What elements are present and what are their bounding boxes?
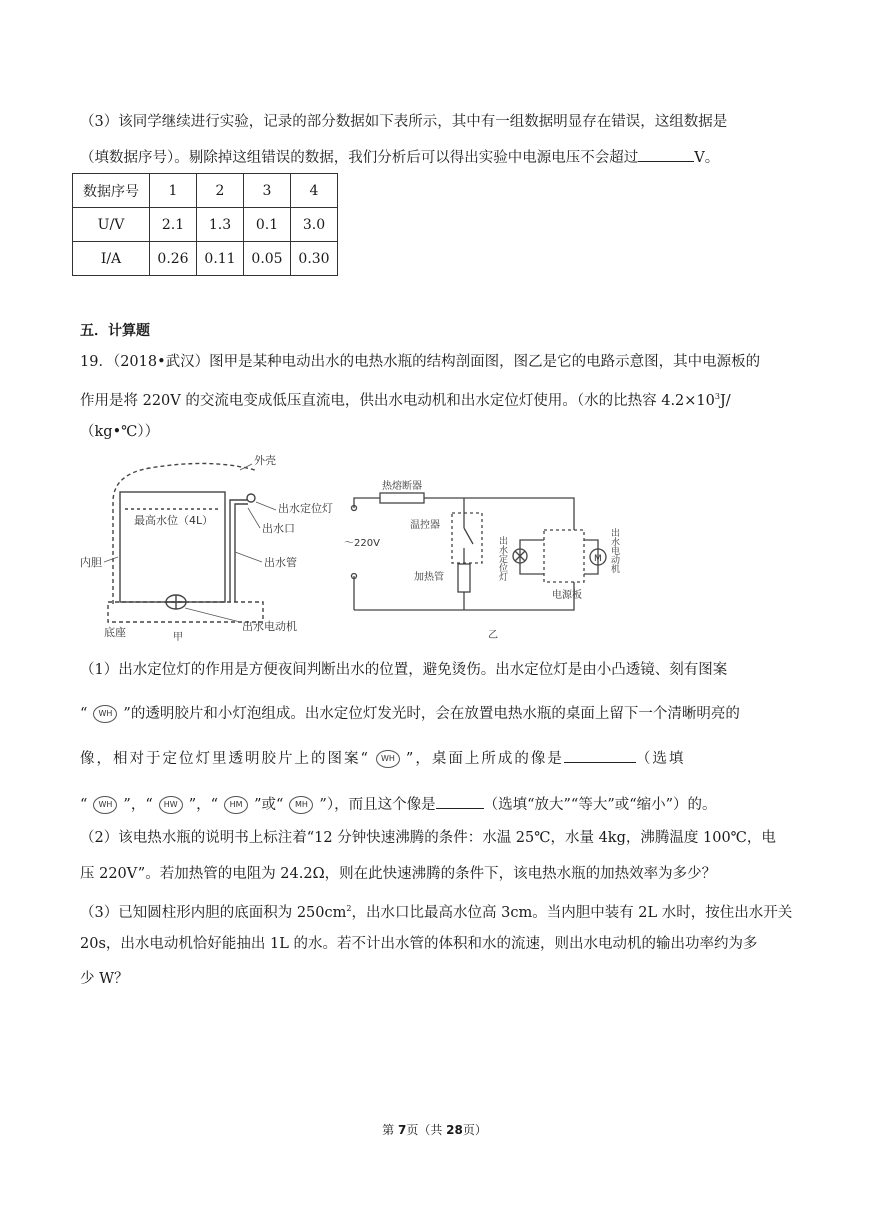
table-cell: 0.1 bbox=[244, 208, 291, 242]
table-row bbox=[73, 174, 338, 208]
table-cell: 1.3 bbox=[197, 208, 244, 242]
q19-p1-line-3 bbox=[80, 748, 795, 769]
caption-jia: 甲 bbox=[173, 632, 183, 642]
label-thermostat: 温控器 bbox=[410, 520, 440, 531]
label-board: 电源板 bbox=[552, 590, 582, 601]
label-heater: 加热管 bbox=[414, 572, 444, 583]
pattern-badge-wh: WH bbox=[93, 705, 117, 723]
thermostat-switch bbox=[464, 528, 473, 544]
table-cell: 1 bbox=[150, 174, 197, 208]
page-footer bbox=[0, 1121, 869, 1138]
q19-p1-line-4-text: ”），而且这个像是 bbox=[319, 797, 436, 813]
q19-p1-line-2-text: ”的透明胶片和小灯泡组成。出水定位灯发光时，会在放置电热水瓶的桌面上留下一个清晰明亮的 bbox=[123, 706, 740, 722]
label-liner: 内胆 bbox=[80, 556, 102, 569]
table-cell: 0.26 bbox=[150, 242, 197, 276]
wire-top-left bbox=[354, 498, 380, 508]
fuse-element bbox=[380, 493, 424, 503]
q19-p1-line-3-end: （选填 bbox=[635, 751, 686, 767]
quote-or: ”或“ bbox=[254, 797, 284, 813]
total-page-number: 28 bbox=[446, 1123, 463, 1137]
q18-line-1 bbox=[80, 112, 795, 132]
kettle-cross-section-figure bbox=[80, 452, 350, 642]
q19-p1-line-3-mid: ”，桌面上所成的像是 bbox=[405, 751, 564, 767]
q19-stem-2-text: 作用是将 220V 的交流电变成低压直流电，供出水电动机和出水定位灯使用。（水的比热容 4.2×10 bbox=[80, 392, 715, 409]
table-cell: U/V bbox=[73, 208, 150, 242]
lamp-shape bbox=[247, 494, 255, 502]
answer-blank-image-pattern[interactable] bbox=[564, 748, 636, 763]
label-motor: 出水电动机 bbox=[242, 620, 297, 633]
q19-p3-line-2: 20s，出水电动机恰好能抽出 1L 的水。若不计出水管的体积和水的流速，则出水电动机的输出功率约为多 bbox=[80, 936, 758, 952]
section-title: 五．计算题 bbox=[80, 323, 150, 339]
caption-yi: 乙 bbox=[488, 630, 498, 641]
q19-p2-line-1: （2）该电热水瓶的说明书上标注着“12 分钟快速沸腾的条件：水温 25℃，水量 4kg，沸腾温度 100℃，电 bbox=[80, 830, 776, 846]
quote-open: “ bbox=[80, 797, 88, 813]
q19-p3-line-1 bbox=[80, 899, 795, 923]
q19-p1-line-2 bbox=[80, 704, 795, 724]
quote-sep: ”，“ bbox=[188, 797, 219, 813]
superscript: 2 bbox=[346, 904, 352, 913]
superscript: 3 bbox=[714, 392, 720, 401]
table-cell: 2 bbox=[197, 174, 244, 208]
option-badge-wh: WH bbox=[93, 796, 117, 814]
label-lamp-vertical: 出水定位灯 bbox=[497, 536, 507, 581]
q19-p1-line-4 bbox=[80, 794, 795, 815]
q18-text-2-unit: V。 bbox=[694, 150, 720, 166]
outlet-pipe bbox=[230, 500, 248, 602]
q19-p1-line-1: （1）出水定位灯的作用是方便夜间判断出水的位置，避免烫伤。出水定位灯是由小凸透镜、刻有图案 bbox=[80, 662, 728, 678]
q19-p1-line-3-text: 像，相对于定位灯里透明胶片上的图案“ bbox=[80, 751, 370, 767]
q18-text-2: （填数据序号）。剔除掉这组错误的数据，我们分析后可以得出实验中电源电压不会超过 bbox=[80, 150, 639, 166]
motor-symbol-letter: M bbox=[594, 554, 602, 564]
label-base: 底座 bbox=[104, 626, 126, 639]
quote-open: “ bbox=[80, 706, 88, 722]
table-cell: 3 bbox=[244, 174, 291, 208]
quote-sep: ”，“ bbox=[123, 797, 153, 813]
q18-text-1: （3）该同学继续进行实验，记录的部分数据如下表所示，其中有一组数据明显存在错误，这组数据是 bbox=[80, 114, 728, 130]
q19-stem-2 bbox=[80, 387, 795, 411]
thermostat-box bbox=[452, 513, 482, 563]
label-source: ～220V bbox=[344, 538, 380, 549]
q19-stem-2-unit: J/ bbox=[719, 392, 731, 409]
label-shell: 外壳 bbox=[254, 454, 276, 467]
label-fuse: 热熔断器 bbox=[382, 481, 422, 492]
footer-suffix: 页） bbox=[462, 1123, 487, 1137]
power-board bbox=[544, 530, 584, 582]
data-table bbox=[72, 173, 338, 276]
label-max-level: 最高水位（4L） bbox=[134, 514, 214, 527]
table-cell: I/A bbox=[73, 242, 150, 276]
label-lamp: 出水定位灯 bbox=[278, 502, 333, 515]
option-badge-hw: HW bbox=[159, 796, 183, 814]
answer-blank-voltage[interactable] bbox=[638, 147, 694, 162]
table-cell: 2.1 bbox=[150, 208, 197, 242]
table-row bbox=[73, 242, 338, 276]
option-badge-mh: MH bbox=[289, 796, 313, 814]
table-cell: 0.05 bbox=[244, 242, 291, 276]
pattern-badge-wh: WH bbox=[376, 750, 400, 768]
table-cell: 0.30 bbox=[291, 242, 338, 276]
q19-p1-line-4-end: （选填“放大”“等大”或“缩小”）的。 bbox=[483, 797, 717, 813]
label-outlet: 出水口 bbox=[262, 522, 295, 535]
q19-p2-line-2: 压 220V”。若加热管的电阻为 24.2Ω，则在此快速沸腾的条件下，该电热水瓶的加热效率为多少？ bbox=[80, 866, 717, 882]
table-cell: 4 bbox=[291, 174, 338, 208]
answer-blank-image-size[interactable] bbox=[436, 794, 484, 809]
q19-p3-line-3: 少 W？ bbox=[80, 971, 129, 987]
heater-resistor bbox=[458, 564, 470, 592]
q19-stem-3: （kg•℃）） bbox=[80, 424, 160, 440]
table-row bbox=[73, 208, 338, 242]
table-cell: 数据序号 bbox=[73, 174, 150, 208]
outer-shell-outline bbox=[113, 463, 255, 604]
q19-stem-1: 19．（2018•武汉）图甲是某种电动出水的电热水瓶的结构剖面图，图乙是它的电路示意图，其中电源板的 bbox=[80, 354, 761, 370]
circuit-diagram-figure bbox=[340, 478, 640, 644]
q19-p3-line-1-rest: ，出水口比最高水位高 3cm。当内胆中装有 2L 水时，按住出水开关 bbox=[351, 904, 793, 921]
current-page-number: 7 bbox=[397, 1123, 407, 1137]
q18-line-2 bbox=[80, 147, 795, 168]
label-pipe: 出水管 bbox=[264, 556, 297, 569]
q19-p3-line-1-text: （3）已知圆柱形内胆的底面积为 250cm bbox=[80, 904, 347, 921]
option-badge-hm: HM bbox=[224, 796, 248, 814]
footer-prefix: 第 bbox=[382, 1123, 398, 1137]
label-motor-vertical: 出水电动机 bbox=[609, 528, 619, 573]
table-cell: 3.0 bbox=[291, 208, 338, 242]
table-cell: 0.11 bbox=[197, 242, 244, 276]
footer-mid: 页（共 bbox=[406, 1123, 447, 1137]
